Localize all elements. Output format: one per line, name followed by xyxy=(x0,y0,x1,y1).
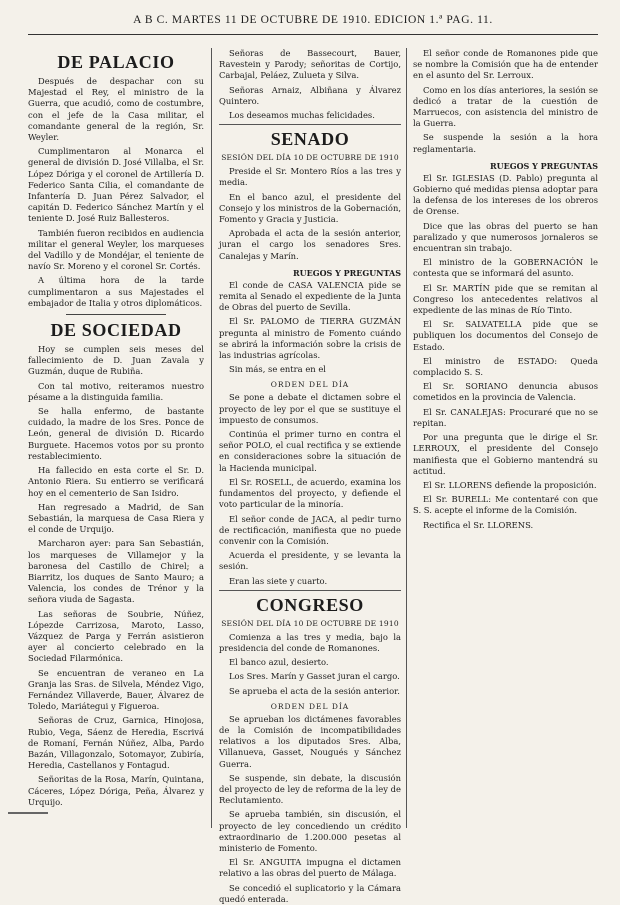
rule xyxy=(219,124,401,125)
paragraph: También fueron recibidos en audiencia militar el general Weyler, los marqueses del Vadillo y de Mondéjar, el teniente de navío Sr. Moreno y el coronel Sr. Cortés. xyxy=(28,227,204,272)
paragraph: Se aprueba el acta de la sesión anterior. xyxy=(229,685,400,696)
paragraph: Ha fallecido en esta corte el Sr. D. Antonio Riera. Su entierro se verificará hoy en el cementerio de San Isidro. xyxy=(28,465,204,498)
paragraph: Comienza a las tres y media, bajo la presidencia del conde de Romanones. xyxy=(219,631,401,653)
column-3 xyxy=(413,48,598,828)
paragraph: El Sr. CANALEJAS: Procuraré que no se repitan. xyxy=(413,406,598,428)
paragraph: El Sr. SALVATELLA pide que se publiquen los documentos del Consejo de Estado. xyxy=(413,319,598,352)
subheading-ruegos: RUEGOS Y PREGUNTAS xyxy=(293,267,401,278)
paragraph: Acuerda el presidente, y se levanta la sesión. xyxy=(219,550,401,572)
section-title-senado: SENADO xyxy=(270,129,350,150)
column-divider-2 xyxy=(406,48,407,828)
paragraph: Como en los días anteriores, la sesión se dedicó a tratar de la cuestión de Marruecos, con asistencia del ministro de la Guerra. xyxy=(413,84,598,129)
session-date: SESIÓN DEL DÍA 10 DE OCTUBRE DE 1910 xyxy=(221,153,399,163)
section-title-de-palacio: DE PALACIO xyxy=(57,52,175,72)
paragraph: Han regresado a Madrid, de San Sebastián, la marquesa de Casa Riera y el conde de Urquijo. xyxy=(28,501,204,535)
paragraph: Rectifica el Sr. LLORENS. xyxy=(423,519,534,530)
masthead-rule xyxy=(28,34,598,35)
paragraph: Se suspende la sesión a la hora reglamentaria. xyxy=(413,132,598,154)
paragraph: Se concedió el suplicatorio y la Cámara quedó enterada. xyxy=(219,882,401,904)
paragraph: Las señoras de Soubrie, Núñez, Lópezde Carrizosa, Maroto, Lasso, Vázquez de Parga y Ferrán asistieron ayer al concierto celebrado en la Sociedad Filarmónica. xyxy=(28,608,204,664)
paragraph: Se aprueba también, sin discusión, el proyecto de ley concediendo un crédito extraordinario de 1.200.000 pesetas al ministerio de Fomento. xyxy=(219,809,401,853)
paragraph: Por una pregunta que le dirige el Sr. LERROUX, el presidente del Consejo manifiesta que el Gobierno mantendrá su actitud. xyxy=(413,432,598,476)
paragraph: El señor conde de Romanones pide que se nombre la Comisión que ha de entender en el asunto del Sr. Lerroux. xyxy=(413,48,598,81)
paragraph: Señoras de Cruz, Garnica, Hinojosa, Rubio, Vega, Sáenz de Heredia, Escrivá de Romaní, Fernán Núñez, Alba, Pardo Bazán, Villagonzalo, Sotomayor, Zubiría, Heredia, Castellanos y Fontagud. xyxy=(28,715,204,771)
session-date: SESIÓN DEL DÍA 10 DE OCTUBRE DE 1910 xyxy=(221,618,399,628)
paragraph: Los Sres. Marín y Gasset juran el cargo. xyxy=(229,671,400,682)
paragraph: El Sr. MARTÍN pide que se remitan al Congreso los antecedentes relativos al expediente de las minas de Río Tinto. xyxy=(413,282,598,316)
section-divider xyxy=(66,314,166,315)
section-title-de-sociedad: DE SOCIEDAD xyxy=(50,320,182,341)
paragraph: El Sr. IGLESIAS (D. Pablo) pregunta al Gobierno qué medidas piensa adoptar para la defensa de los intereses de los obreros de Orense. xyxy=(413,172,598,217)
paragraph: Eran las siete y cuarto. xyxy=(229,575,328,586)
paragraph: En el banco azul, el presidente del Consejo y los ministros de la Gobernación, Fomento y Gracia y Justicia. xyxy=(219,191,401,225)
column-divider-1 xyxy=(211,48,212,828)
paragraph: El Sr. SORIANO denuncia abusos cometidos en la provincia de Valencia. xyxy=(413,381,598,403)
paragraph: Los deseamos muchas felicidades. xyxy=(229,110,375,121)
paragraph: Señoras de Bassecourt, Bauer, Ravestein y Parody; señoritas de Cortijo, Carbajal, Peláez, Zulueta y Silva. xyxy=(219,48,401,81)
paragraph: El conde de CASA VALENCIA pide se remita al Senado el expediente de la Junta de Obras del puerto de Sevilla. xyxy=(219,279,401,313)
paragraph: Señoritas de la Rosa, Marín, Quintana, Cáceres, López Dóriga, Peña, Álvarez y Urquijo. xyxy=(28,774,204,807)
paragraph: El señor conde de JACA, al pedir turno de rectificación, manifiesta que no puede convenir con la Comisión. xyxy=(219,513,401,546)
paragraph: El Sr. LLORENS defiende la proposición. xyxy=(423,479,597,490)
paragraph: Dice que las obras del puerto se han paralizado y que numerosos jornaleros se encuentran sin trabajo. xyxy=(413,220,598,254)
paragraph: A última hora de la tarde cumplimentaron a sus Majestades el embajador de Italia y otros diplomáticos. xyxy=(28,275,204,308)
paragraph: El ministro de la GOBERNACIÓN le contesta que se informará del asunto. xyxy=(413,257,598,279)
section-title-congreso: CONGRESO xyxy=(256,594,364,615)
paragraph: El ministro de ESTADO: Queda complacido S. S. xyxy=(413,355,598,378)
subheading-orden: ORDEN DEL DÍA xyxy=(270,380,350,390)
paragraph: Después de despachar con su Majestad el Rey, el ministro de la Guerra, que acudió, como de costumbre, con el jefe de la Casa militar, el comandante general de la región, Sr. Weyler. xyxy=(28,76,204,143)
paragraph: El Sr. ROSELL, de acuerdo, examina los fundamentos del proyecto, y defiende el voto particular de la minoría. xyxy=(219,476,401,510)
paragraph: El Sr. BURELL: Me contentaré con que S. S. acepte el informe de la Comisión. xyxy=(413,494,598,516)
paragraph: Se halla enfermo, de bastante cuidado, la madre de los Sres. Ponce de León, general de división D. Ricardo Burguete. Hacemos votos por su pronto restablecimiento. xyxy=(28,406,204,461)
paragraph: El banco azul, desierto. xyxy=(229,657,329,668)
paragraph: Se aprueban los dictámenes favorables de la Comisión de incompatibilidades relativos a los diputados Sres. Alba, Villanueva, Gasset, Nougués y Sánchez Guerra. xyxy=(219,713,401,769)
column-2 xyxy=(219,48,401,904)
paragraph: Preside el Sr. Montero Ríos a las tres y media. xyxy=(219,166,401,188)
paragraph: Aprobada el acta de la sesión anterior, juran el cargo los senadores Sres. Canalejas y Marín. xyxy=(219,228,401,261)
paragraph: Señoras Arnaiz, Albiñana y Álvarez Quintero. xyxy=(219,84,401,106)
paragraph: Marcharon ayer: para San Sebastián, los marqueses de Villamejor y la baronesa del Castillo de Chirel; a Biarritz, los duques de Santo Mauro; a Valencia, los condes de Trénor y la señora viuda de Sagasta. xyxy=(28,538,204,605)
rule xyxy=(219,590,401,591)
paragraph: El Sr. ANGUITA impugna el dictamen relativo a las obras del puerto de Málaga. xyxy=(219,857,401,879)
paragraph: Continúa el primer turno en contra el señor POLO, el cual rectifica y se extiende en consideraciones sobre la situación de la Hacienda municipal. xyxy=(219,429,401,473)
subheading-orden: ORDEN DEL DÍA xyxy=(270,701,350,711)
subheading-ruegos: RUEGOS Y PREGUNTAS xyxy=(490,160,598,171)
paragraph: Sin más, se entra en el xyxy=(229,364,326,375)
paragraph: Se suspende, sin debate, la discusión del proyecto de ley de reforma de la ley de Reclutamiento. xyxy=(219,772,401,806)
column-1 xyxy=(28,48,204,828)
paragraph: Con tal motivo, reiteramos nuestro pésame a la distinguida familia. xyxy=(28,380,204,402)
paragraph: Hoy se cumplen seis meses del fallecimiento de D. Juan Zavala y Guzmán, duque de Rubiña. xyxy=(28,344,204,377)
paragraph: Cumplimentaron al Monarca el general de división D. José Villalba, el Sr. López Dóriga y el coronel de Artillería D. Federico Santa Cilia, el comandante de Infantería D. Juan Pérez Salvador, el capitán D. Federico Sánchez Martín y el teniente D. José Ruiz Ballesteros. xyxy=(28,146,204,224)
paragraph: Se pone a debate el dictamen sobre el proyecto de ley por el que se sustituye el impuesto de consumos. xyxy=(219,392,401,425)
page-edge-mark xyxy=(8,812,48,814)
masthead: A B C. MARTES 11 DE OCTUBRE DE 1910. EDICION 1.ª PAG. 11. xyxy=(133,14,493,26)
paragraph: Se encuentran de veraneo en La Granja las Sras. de Silvela, Méndez Vigo, Fernández Villaverde, Bauer, Álvarez de Toledo, Mariátegui y Figueroa. xyxy=(28,667,204,712)
paragraph: El Sr. PALOMO de TIERRA GUZMÁN pregunta al ministro de Fomento cuándo se abrirá la información sobre la crisis de las industrias agrícolas. xyxy=(219,316,401,361)
